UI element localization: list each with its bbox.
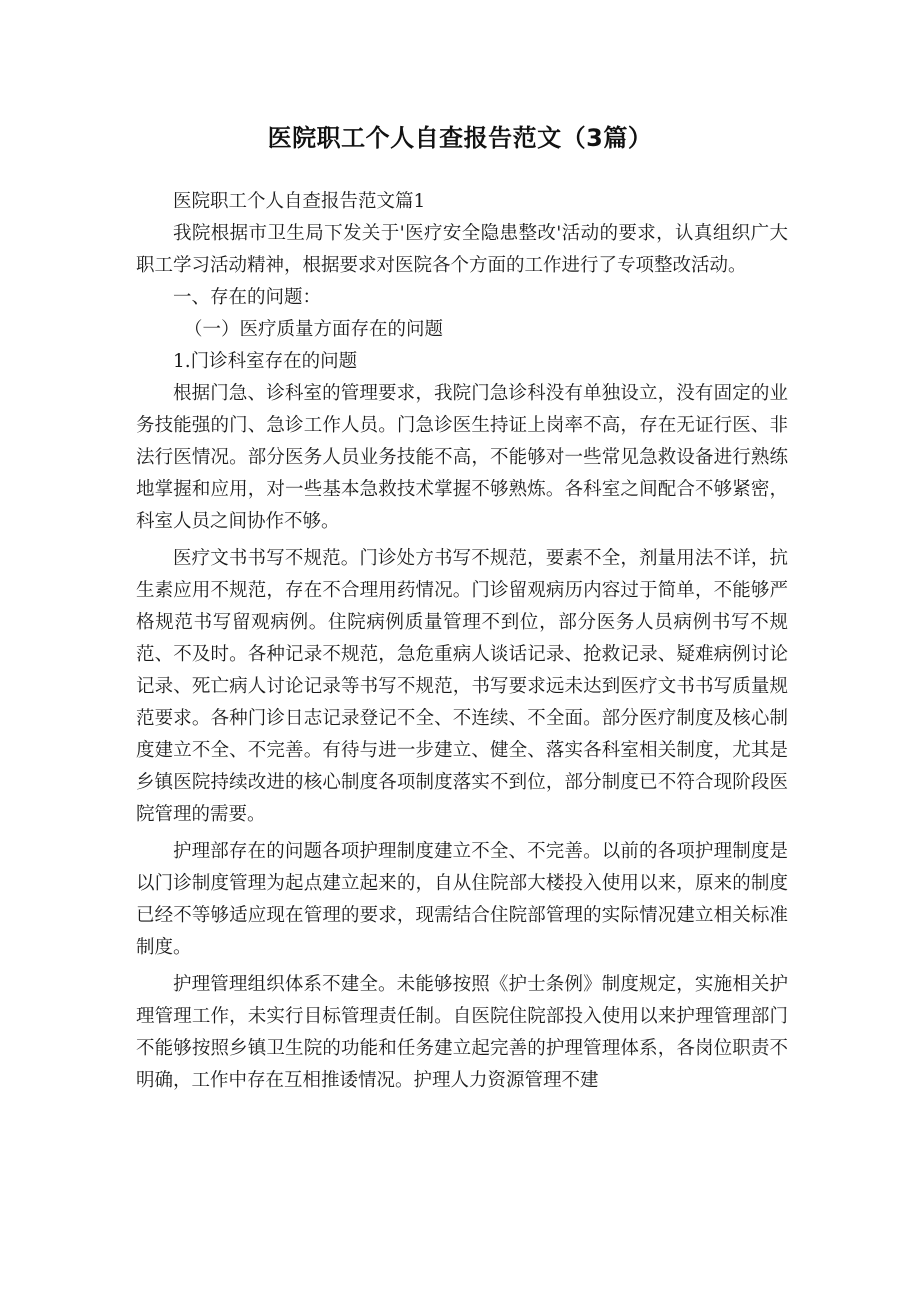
paragraph: 护理管理组织体系不建全。未能够按照《护士条例》制度规定，实施相关护理管理工作，未实行目标管理责任制。自医院住院部投入使用以来护理管理部门不能够按照乡镇卫生院的功能和任务建立起完善的护理管理体系，各岗位职责不明确，工作中存在互相推诿情况。护理人力资源管理不建 (136, 974, 788, 1091)
paragraph: 根据门急、诊科室的管理要求，我院门急诊科没有单独设立，没有固定的业务技能强的门、急诊工作人员。门急诊医生持证上岗率不高，存在无证行医、非法行医情况。部分医务人员业务技能不高，不能够对一些常见急救设备进行熟练地掌握和应用，对一些基本急救技术掌握不够熟炼。各科室之间配合不够紧密，科室人员之间协作不够。 (136, 383, 788, 532)
subsection-heading: 一、存在的问题： (173, 287, 322, 308)
document-body (136, 186, 788, 1097)
subsection-heading: 1.门诊科室存在的问题 (173, 351, 358, 372)
document-title: 医院职工个人自查报告范文（3篇） (267, 124, 653, 152)
paragraph: 护理部存在的问题各项护理制度建立不全、不完善。以前的各项护理制度是以门诊制度管理为起点建立起来的，自从住院部大楼投入使用以来，原来的制度已经不等够适应现在管理的要求，现需结合住院部管理的实际情况建立相关标准制度。 (136, 841, 788, 958)
paragraph: 我院根据市卫生局下发关于'医疗安全隐患整改'活动的要求，认真组织广大职工学习活动精神，根据要求对医院各个方面的工作进行了专项整改活动。 (136, 223, 788, 276)
section-heading: 医院职工个人自查报告范文篇1 (173, 191, 426, 212)
subsection-heading: （一）医疗质量方面存在的问题 (184, 319, 444, 340)
paragraph: 医疗文书书写不规范。门诊处方书写不规范，要素不全，剂量用法不详，抗生素应用不规范，存在不合理用药情况。门诊留观病历内容过于简单，不能够严格规范书写留观病例。住院病例质量管理不到位，部分医务人员病例书写不规范、不及时。各种记录不规范，急危重病人谈话记录、抢救记录、疑难病例讨论记录、死亡病人讨论记录等书写不规范，书写要求远未达到医疗文书书写质量规范要求。各种门诊日志记录登记不全、不连续、不全面。部分医疗制度及核心制度建立不全、不完善。有待与进一步建立、健全、落实各科室相关制度，尤其是乡镇医院持续改进的核心制度各项制度落实不到位，部分制度已不符合现阶段医院管理的需要。 (136, 548, 788, 825)
